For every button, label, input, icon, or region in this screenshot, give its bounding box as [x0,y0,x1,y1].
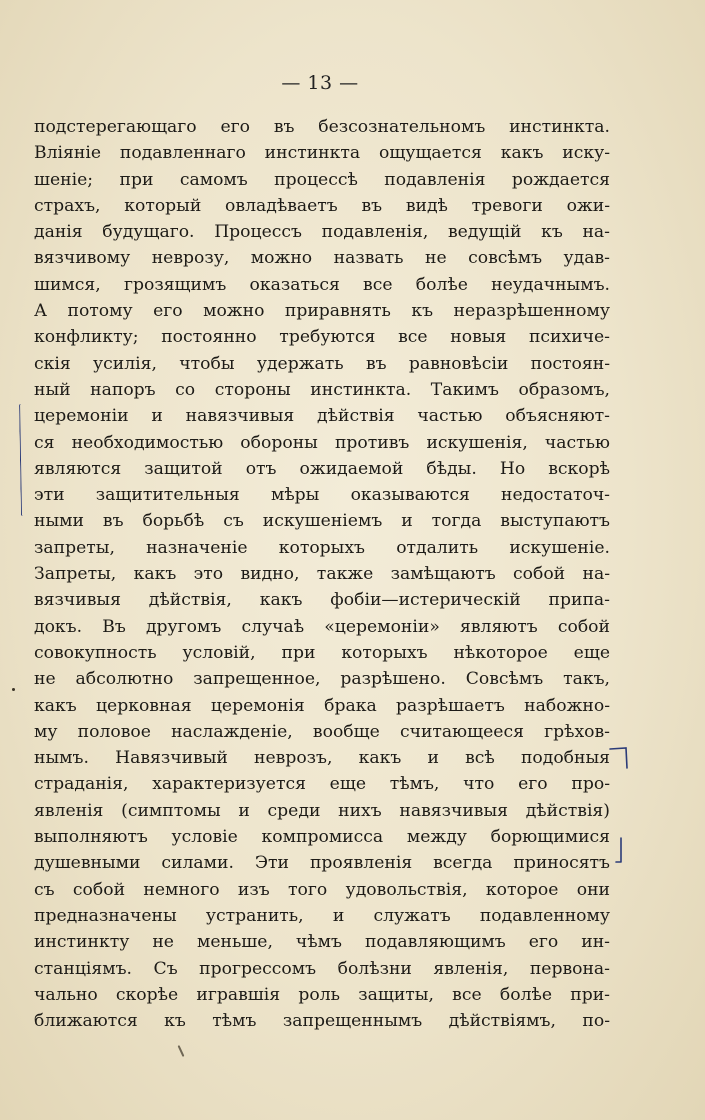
text-line: ными въ борьбѣ съ искушеніемъ и тогда выступаютъ [34,511,610,532]
text-line: шеніе; при самомъ процессѣ подавленія рождается [34,169,610,190]
text-line: какъ церковная церемонія брака разрѣшаетъ набожно- [34,695,610,716]
ink-speck [12,688,15,691]
text-line: страданія, характеризуется еще тѣмъ, что его про- [34,774,610,795]
ink-speck [178,1045,185,1057]
text-line: эти защитительныя мѣры оказываются недостаточ- [34,485,610,506]
text-line: ный напоръ со стороны инстинкта. Такимъ образомъ, [34,379,610,400]
text-line: чально скорѣе игравшія роль защиты, все болѣе при- [34,984,610,1005]
text-line: му половое наслажденіе, вообще считающееся грѣхов- [34,721,610,742]
text-line: выполняютъ условіе компромисса между борющимися [34,827,610,848]
text-line: церемоніи и навязчивыя дѣйствія частью объясняют- [34,406,610,427]
text-line: станціямъ. Съ прогрессомъ болѣзни явленія, первона- [34,958,610,979]
text-line: явленія (симптомы и среди нихъ навязчивыя дѣйствія) [34,800,610,821]
text-line: докъ. Въ другомъ случаѣ «церемоніи» являютъ собой [34,616,610,637]
text-line: шимся, грозящимъ оказаться все болѣе неудачнымъ. [34,274,610,295]
text-line: ся необходимостью обороны противъ искушенія, частью [34,432,610,453]
text-line: данія будущаго. Процессъ подавленія, ведущій къ на- [34,222,610,243]
text-line: вязчивыя дѣйствія, какъ фобіи—истерическій припа- [34,590,610,611]
page-number: — 13 — [281,72,359,94]
text-line: Вліяніе подавленнаго инстинкта ощущается какъ иску- [34,143,610,164]
text-line: А потому его можно приравнять къ неразрѣшенному [34,301,610,322]
text-line: душевными силами. Эти проявленія всегда приносятъ [34,853,610,874]
margin-pencil-mark-right-bottom [612,836,630,866]
text-line: конфликту; постоянно требуются все новыя психиче- [34,327,610,348]
text-line: подстерегающаго его въ безсознательномъ инстинкта. [34,117,610,137]
text-line: предназначены устранить, и служатъ подавленному [34,905,610,926]
text-line: вязчивому неврозу, можно назвать не совсѣмъ удав- [34,248,610,269]
text-line: Запреты, какъ это видно, также замѣщаютъ собой на- [34,564,610,585]
text-line: инстинкту не меньше, чѣмъ подавляющимъ его ин- [34,932,610,953]
text-line: совокупность условій, при которыхъ нѣкоторое еще [34,642,610,663]
text-line: не абсолютно запрещенное, разрѣшено. Совсѣмъ такъ, [34,669,610,690]
text-line: страхъ, который овладѣваетъ въ видѣ тревоги ожи- [34,195,610,216]
text-line: нымъ. Навязчивый неврозъ, какъ и всѣ подобныя [34,748,610,769]
margin-pencil-mark-right-top [608,746,630,770]
text-line: являются защитой отъ ожидаемой бѣды. Но вскорѣ [34,458,610,479]
text-line: ближаются къ тѣмъ запрещеннымъ дѣйствіямъ, по- [34,1011,610,1032]
body-text [34,114,610,1034]
text-line: запреты, назначеніе которыхъ отдалить искушеніе. [34,537,610,558]
text-line: съ собой немного изъ того удовольствія, которое они [34,879,610,900]
margin-pencil-mark-left [19,404,26,516]
text-line: скія усилія, чтобы удержать въ равновѣсіи постоян- [34,353,610,374]
